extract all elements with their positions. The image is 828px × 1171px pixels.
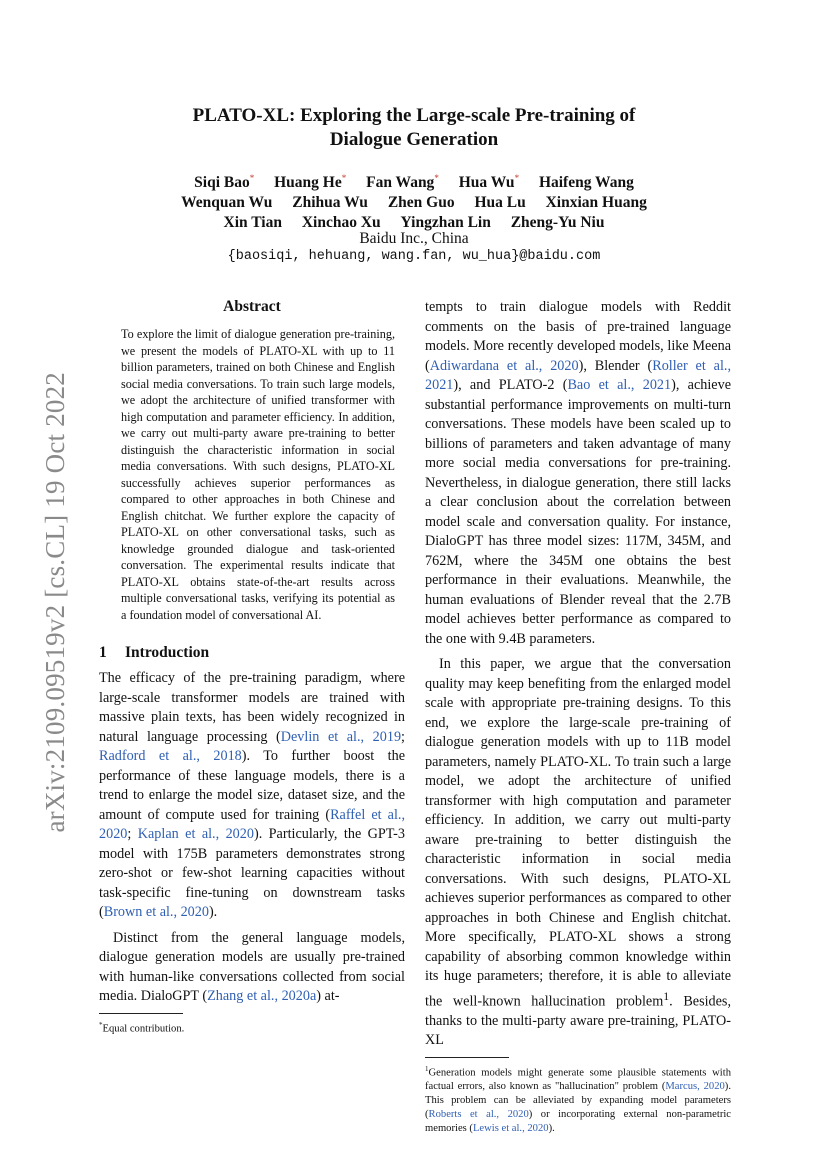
author: Hua Lu: [474, 194, 526, 212]
author: Yingzhan Lin: [400, 214, 491, 232]
author: Haifeng Wang: [538, 174, 634, 192]
citation-link[interactable]: Devlin et al., 2019: [280, 728, 402, 745]
citation-link[interactable]: Lewis et al., 2020: [472, 1123, 549, 1135]
citation-link[interactable]: Adiwardana et al., 2020: [429, 357, 579, 374]
footnote-equal-contribution: *Equal contribution.: [99, 1020, 185, 1035]
citation-link[interactable]: Raffel et al., 2020: [99, 806, 405, 842]
title-line-1: PLATO-XL: Exploring the Large-scale Pre-training of: [192, 105, 636, 126]
author: Fan Wang*: [366, 173, 439, 192]
author: Huang He*: [274, 173, 347, 192]
right-paragraph-1: tempts to train dialogue models with Reddit comments on the basis of pre-trained language models. More recently developed models, like Meena (Adiwardana et al., 2020), Blender (Roller et al., 2021), and PLATO-2 (Bao et al., 2021), achieve substantial performance improvements on multi-turn conversations. These models have been scaled up to billions of parameters and taken advantage of many more social media conversations for pre-training. Nevertheless, in dialogue generation, there still lacks a clear conclusion about the correlation between model scale and conversation quality. For instance, DialoGPT has three model sizes: 117M, 345M, and 762M, where the 345M one obtains the best performance in their evaluations. Meanwhile, the human evaluations of Blender reveal that the 2.7B model achieves better performance as compared to the one with 9.4B parameters.: [425, 299, 731, 647]
left-column: [99, 298, 405, 1036]
section-title: Introduction: [125, 644, 210, 661]
citation-link[interactable]: Brown et al., 2020: [103, 904, 209, 920]
section-number: 1: [99, 644, 107, 661]
abstract-text: To explore the limit of dialogue generation pre-training, we present the models of PLATO-XL with up to 11 billion parameters, trained on both Chinese and English social media conversations. To train such large models, we adopt the architecture of unified transformer with high computation and parameter efficiency. In addition, we carry out multi-party aware pre-training to better distinguish the characteristic information in social media conversations. With such designs, PLATO-XL successfully achieves superior performances as compared to other approaches in both Chinese and English chitchat. We further explore the capacity of PLATO-XL on other conversational tasks, such as knowledge grounded dialogue and task-oriented conversation. The experimental results indicate that PLATO-XL obtains state-of-the-art results across multiple conversational tasks, verifying its potential as a foundation model of conversational AI.: [121, 327, 395, 622]
paper-title: [150, 104, 678, 152]
footnote-marker[interactable]: 1: [663, 988, 670, 1003]
author: Xinchao Xu: [301, 214, 381, 232]
intro-paragraph-1: The efficacy of the pre-training paradigm, where large-scale transformer models are trained with massive plain texts, has been widely recognized in natural language processing (Devlin et al., 2019; Radford et al., 2018). To further boost the performance of these language models, there is a trend to enlarge the model size, dataset size, and the amount of compute used for training (Raffel et al., 2020; Kaplan et al., 2020). Particularly, the GPT-3 model with 175B parameters demonstrates strong zero-shot or few-shot learning capacities without task-specific fine-tuning on downstream tasks (Brown et al., 2020).: [99, 670, 405, 920]
author: Hua Wu*: [458, 173, 520, 192]
citation-link[interactable]: Roller et al., 2021: [425, 357, 731, 393]
citation-link[interactable]: Roberts et al., 2020: [428, 1109, 529, 1121]
section-heading-introduction: [99, 643, 405, 663]
title-line-2: Dialogue Generation: [329, 129, 499, 150]
author: Xinxian Huang: [545, 194, 647, 212]
author: Wenquan Wu: [181, 194, 273, 212]
author: Zheng-Yu Niu: [510, 214, 605, 232]
affiliation: Baidu Inc., China: [359, 230, 469, 247]
arxiv-identifier-text: arXiv:2109.09519v2 [cs.CL] 19 Oct 2022: [40, 372, 70, 833]
right-column: [425, 298, 731, 1136]
author-row-1: [110, 168, 718, 193]
author: Zhen Guo: [387, 194, 455, 212]
intro-paragraph-2: Distinct from the general language models, dialogue generation models are usually pre-trained with human-like conversations collected from social media. DialoGPT (Zhang et al., 2020a) at-: [99, 929, 405, 1004]
author-row-2: [110, 193, 718, 213]
citation-link[interactable]: Marcus, 2020: [665, 1081, 725, 1093]
author: Zhihua Wu: [292, 194, 368, 212]
citation-link[interactable]: Kaplan et al., 2020: [137, 826, 254, 842]
footnote-text: Generation models might generate some plausible statements with factual errors, also known as "hallucination" problem (Marcus, 2020). This problem can be alleviated by expanding model parameters (Roberts et al., 2020) or incorporating external non-parametric memories (Lewis et al., 2020).: [425, 1067, 731, 1135]
right-paragraph-2: In this paper, we argue that the conversation quality may keep benefiting from the enlarged model scale with appropriate pre-training designs. To this end, we explore the large-scale pre-training of dialogue generation models with up to 11B model parameters, namely PLATO-XL. To train such a large model, we adopt the architecture of unified transformer with high computation and parameter efficiency. In addition, we carry out multi-party aware pre-training to better distinguish the characteristic information in social media conversations. With such designs, PLATO-XL achieves superior performances as compared to other approaches in both Chinese and English chitchat. More specifically, PLATO-XL shows a strong capability of absorbing common knowledge within its huge parameters; therefore, it is able to alleviate the well-known hallucination problem$^1$. Besides, thanks to the multi-party aware pre-training, PLATO-XL: [425, 656, 731, 1049]
footnote-hallucination: $^1$Generation models might generate some plausible statements with factual errors, also known as "hallucination" problem (Marcus, 2020). This problem can be alleviated by expanding model parameters (Roberts et al., 2020) or incorporating external non-parametric memories (Lewis et al., 2020).: [425, 1064, 731, 1135]
citation-link[interactable]: Bao et al., 2021: [567, 377, 672, 393]
citation-link[interactable]: Zhang et al., 2020a: [207, 988, 317, 1004]
author: Xin Tian: [223, 214, 282, 232]
citation-link[interactable]: Radford et al., 2018: [99, 748, 242, 764]
footnote-rule: [99, 1013, 183, 1014]
author-list: [110, 168, 718, 233]
footnote-rule: [425, 1057, 509, 1058]
author: Siqi Bao*: [194, 173, 255, 192]
abstract-heading: Abstract: [223, 298, 281, 315]
author-emails: {baosiqi, hehuang, wang.fan, wu_hua}@baidu.com: [227, 249, 601, 264]
